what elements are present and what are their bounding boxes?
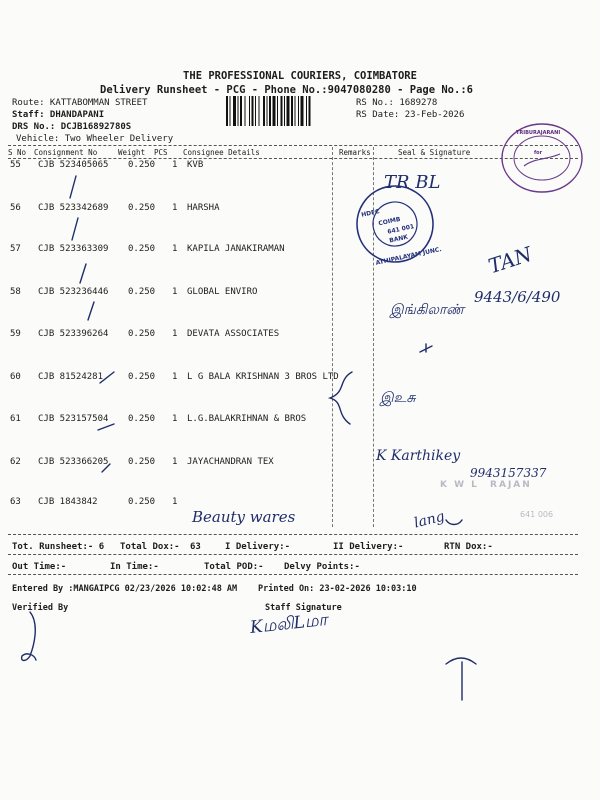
barcode-bar [267,96,268,126]
col-pcs: PCS [154,148,168,157]
row58-phone: 9443/6/490 [474,288,561,306]
row-sno: 60 [10,372,21,382]
barcode-bar [245,96,246,126]
ii-delivery: II Delivery:- [333,542,404,552]
row-weight: 0.250 [128,457,156,467]
kwl-stamp [440,480,532,490]
row-sno: 63 [10,497,21,507]
barcode-bar [240,96,242,126]
col-weight: Weight [118,148,146,157]
col-consignee: Consignee Details [183,148,260,157]
row-sno: 56 [10,203,21,213]
row-consignment: CJB 523366205 [38,457,109,467]
rs-date: RS Date: 23-Feb-2026 [356,110,465,120]
total-dox-label: Total Dox:- [120,542,180,552]
barcode-bar [238,96,239,126]
runsheet-subtitle: Delivery Runsheet - PCG - Phone No.:9047080280 - Page No.:6 [100,84,473,96]
barcode-bar [287,96,290,126]
staff-label: Staff: DHANDAPANI [12,110,105,120]
kwl-stamp-code: 641 006 [520,510,554,519]
row-pcs: 1 [172,160,178,170]
row-consignment: CJB 523342689 [38,203,109,213]
barcode-bar [309,96,311,126]
row-consignee: L.G.BALAKRIHNAN & BROS [187,414,307,424]
barcode-bar [230,96,231,126]
barcode-bar [284,96,285,126]
hdfc-stamp-bottom: ATHIPALAYAM JUNC. [375,245,443,267]
rs-number: RS No.: 1689278 [356,98,438,108]
row-consignee: KAPILA JANAKIRAMAN [187,244,285,254]
row62-phone: 9943157337 [470,466,547,480]
kwl-stamp-name: RAJAN [490,480,532,490]
row-sno: 59 [10,329,21,339]
row-consignment: CJB 523363309 [38,244,109,254]
row-consignee: GLOBAL ENVIRO [187,287,258,297]
barcode-bar [298,96,299,126]
row62-signature: K Karthikey [376,448,461,464]
row-consignment: CJB 523405065 [38,160,109,170]
barcode-bar [263,96,265,126]
row-sno: 61 [10,414,21,424]
i-delivery: I Delivery:- [225,542,291,552]
row-sno: 62 [10,457,21,467]
row58-signature: இங்கிலாண் [390,302,465,318]
total-pod: Total POD:- [204,562,264,572]
barcode-bar [281,96,283,126]
row-consignee: DEVATA ASSOCIATES [187,329,280,339]
round-stamp-mid: for [534,150,543,156]
row63-signature: lang [412,508,447,532]
row57-signature: TAN [485,241,535,279]
row-consignment: CJB 523396264 [38,329,109,339]
barcode [226,96,354,126]
total-dox-value: 63 [190,542,201,552]
row-pcs: 1 [172,414,178,424]
barcode-bar [273,96,276,126]
barcode-bar [269,96,271,126]
round-company-stamp [490,118,590,198]
total-runsheet: Tot. Runsheet:- 6 [12,542,105,552]
barcode-bar [301,96,304,126]
row-weight: 0.250 [128,160,156,170]
staff-signature: KமலிLமா [249,610,329,639]
row-pcs: 1 [172,372,178,382]
row-consignment: CJB 523157504 [38,414,109,424]
col-remarks: Remarks [339,148,371,157]
row-consignee: KVB [187,160,204,170]
barcode-bar [295,96,296,126]
in-time: In Time:- [110,562,159,572]
barcode-bar [252,96,254,126]
round-stamp-top: TRIBURAJARANI [516,130,561,136]
out-time: Out Time:- [12,562,67,572]
row-pcs: 1 [172,287,178,297]
delvy-points: Delvy Points:- [284,562,360,572]
row-weight: 0.250 [128,497,156,507]
company-title: THE PROFESSIONAL COURIERS, COIMBATORE [183,70,417,82]
row-consignment: CJB 81524281 [38,372,104,382]
hdfc-stamp-top: HDFC [360,208,381,219]
rtn-dox: RTN Dox:- [444,542,493,552]
barcode-bar [277,96,278,126]
row-pcs: 1 [172,203,178,213]
row60-signature: இஉசு [380,390,416,406]
hdfc-stamp-bank: BANK [388,233,409,245]
row-sno: 57 [10,244,21,254]
barcode-bar [226,96,228,126]
row-sno: 58 [10,287,21,297]
row-weight: 0.250 [128,329,156,339]
hdfc-stamp-inner: COIMB [377,215,402,228]
drs-number: DRS No.: DCJB16892780S [12,122,132,132]
barcode-bar [255,96,256,126]
row55-signature: TR BL [384,172,441,193]
row-pcs: 1 [172,244,178,254]
row-consignment: CJB 523236446 [38,287,109,297]
row-pcs: 1 [172,329,178,339]
hdfc-stamp-code: 641 001 [386,223,415,236]
col-sno: S No [8,148,27,157]
kwl-stamp-text: K W L [440,480,479,490]
entered-by: Entered By :MANGAIPCG 02/23/2026 10:02:48 AM [12,584,238,594]
row-sno: 55 [10,160,21,170]
row-pcs: 1 [172,457,178,467]
row-consignment: CJB 1843842 [38,497,98,507]
vehicle-label: Vehicle: Two Wheeler Delivery [16,134,174,144]
row-weight: 0.250 [128,203,156,213]
route-label: Route: KATTABOMMAN STREET [12,98,148,108]
barcode-bar [306,96,307,126]
row-weight: 0.250 [128,372,156,382]
row-weight: 0.250 [128,287,156,297]
barcode-bar [259,96,260,126]
col-seal-signature: Seal & Signature [398,148,471,157]
barcode-bar [291,96,293,126]
row63-consignee-handwritten: Beauty wares [192,508,296,526]
barcode-bar [233,96,236,126]
row-consignee: HARSHA [187,203,220,213]
verified-by-label: Verified By [12,603,69,613]
col-consignment: Consignment No [34,148,98,157]
staff-signature-label: Staff Signature [265,603,342,613]
row-pcs: 1 [172,497,178,507]
row-weight: 0.250 [128,414,156,424]
barcode-bar [249,96,250,126]
row-consignee: L G BALA KRISHNAN 3 BROS LTD [187,372,339,382]
row-consignee: JAYACHANDRAN TEX [187,457,274,467]
printed-on: Printed On: 23-02-2026 10:03:10 [258,584,417,594]
row-weight: 0.250 [128,244,156,254]
